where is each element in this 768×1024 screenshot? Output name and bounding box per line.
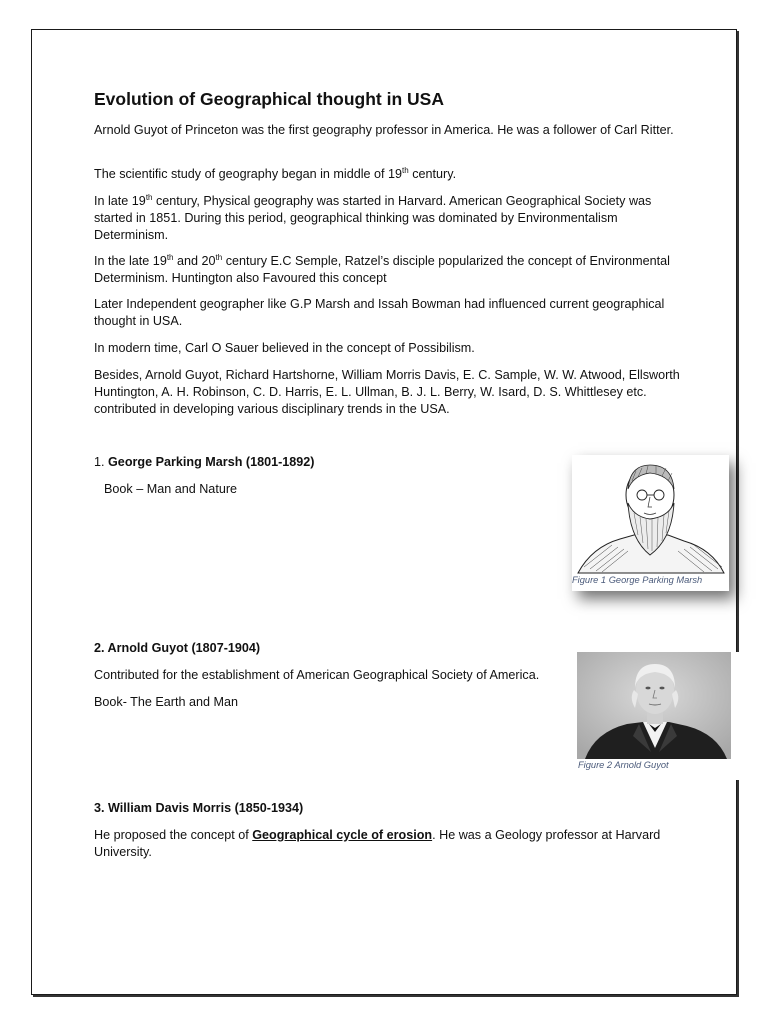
document-page xyxy=(31,29,737,995)
text-span: century. xyxy=(408,167,457,181)
text-span: In the late 19 xyxy=(94,254,167,268)
paragraph-harvard xyxy=(94,193,684,244)
figure-1-caption: Figure 1 George Parking Marsh xyxy=(572,575,703,585)
text-span: The scientific study of geography began in middle of 19 xyxy=(94,167,403,181)
book-man-and-nature: Book – Man and Nature xyxy=(104,482,238,496)
cycle-of-erosion-term: Geographical cycle of erosion xyxy=(252,828,433,842)
text-span: He proposed the concept of xyxy=(94,828,253,842)
guyot-contribution: Contributed for the establishment of American Geographical Society of America. xyxy=(94,668,540,682)
davis-description xyxy=(94,827,684,861)
book-earth-and-man: Book- The Earth and Man xyxy=(94,695,238,709)
section-heading-text: George Parking Marsh (1801-1892) xyxy=(108,455,315,469)
marsh-portrait-image xyxy=(572,455,729,575)
figure-marsh xyxy=(572,455,729,591)
text-span: and 20 xyxy=(173,254,216,268)
paragraph-scientific-study xyxy=(94,166,684,183)
paragraph-sauer: In modern time, Carl O Sauer believed in the concept of Possibilism. xyxy=(94,341,475,355)
superscript: th xyxy=(166,252,174,262)
paragraph-marsh-bowman: Later Independent geographer like G.P Marsh and Issah Bowman had influenced current geographical thought in USA. xyxy=(94,297,665,328)
figure-guyot xyxy=(577,652,747,780)
section-heading-text: 2. Arnold Guyot (1807-1904) xyxy=(94,641,261,655)
paragraph-guyot-intro: Arnold Guyot of Princeton was the first geography professor in America. He was a follower of Carl Ritter. xyxy=(94,123,674,137)
text-span: . He was a Geology professor at Harvard University. xyxy=(94,828,661,859)
page-title: Evolution of Geographical thought in USA xyxy=(94,89,444,109)
text-span: century, Physical geography was started in Harvard. American Geographical Society was started in 1851. During this period, geographical thinking was dominated by Environmentalism Determinism. xyxy=(94,194,652,242)
paragraph-contributors: Besides, Arnold Guyot, Richard Hartshorne, William Morris Davis, E. C. Sample, W. W. Atwood, Ellsworth Huntington, A. H. Robinson, C. D. Harris, E. L. Ullman, B. J. L. Berry, W. Isard, D. S. Whittlesey etc. contributed in developing various disciplinary trends in the USA. xyxy=(94,368,680,416)
superscript: th xyxy=(402,165,409,175)
section-heading-davis xyxy=(94,800,684,817)
superscript: th xyxy=(145,192,153,202)
paragraph-semple xyxy=(94,253,684,287)
section-heading-text: 3. William Davis Morris (1850-1934) xyxy=(94,801,304,815)
guyot-portrait-image xyxy=(577,652,731,759)
text-span: In late 19 xyxy=(94,194,146,208)
text-span: century E.C Semple, Ratzel’s disciple popularized the concept of Environmental Determinism. Huntington also Favoured this concept xyxy=(94,254,670,285)
figure-2-caption: Figure 2 Arnold Guyot xyxy=(578,760,669,770)
section-number: 1. xyxy=(94,455,109,469)
superscript: th xyxy=(215,252,223,262)
